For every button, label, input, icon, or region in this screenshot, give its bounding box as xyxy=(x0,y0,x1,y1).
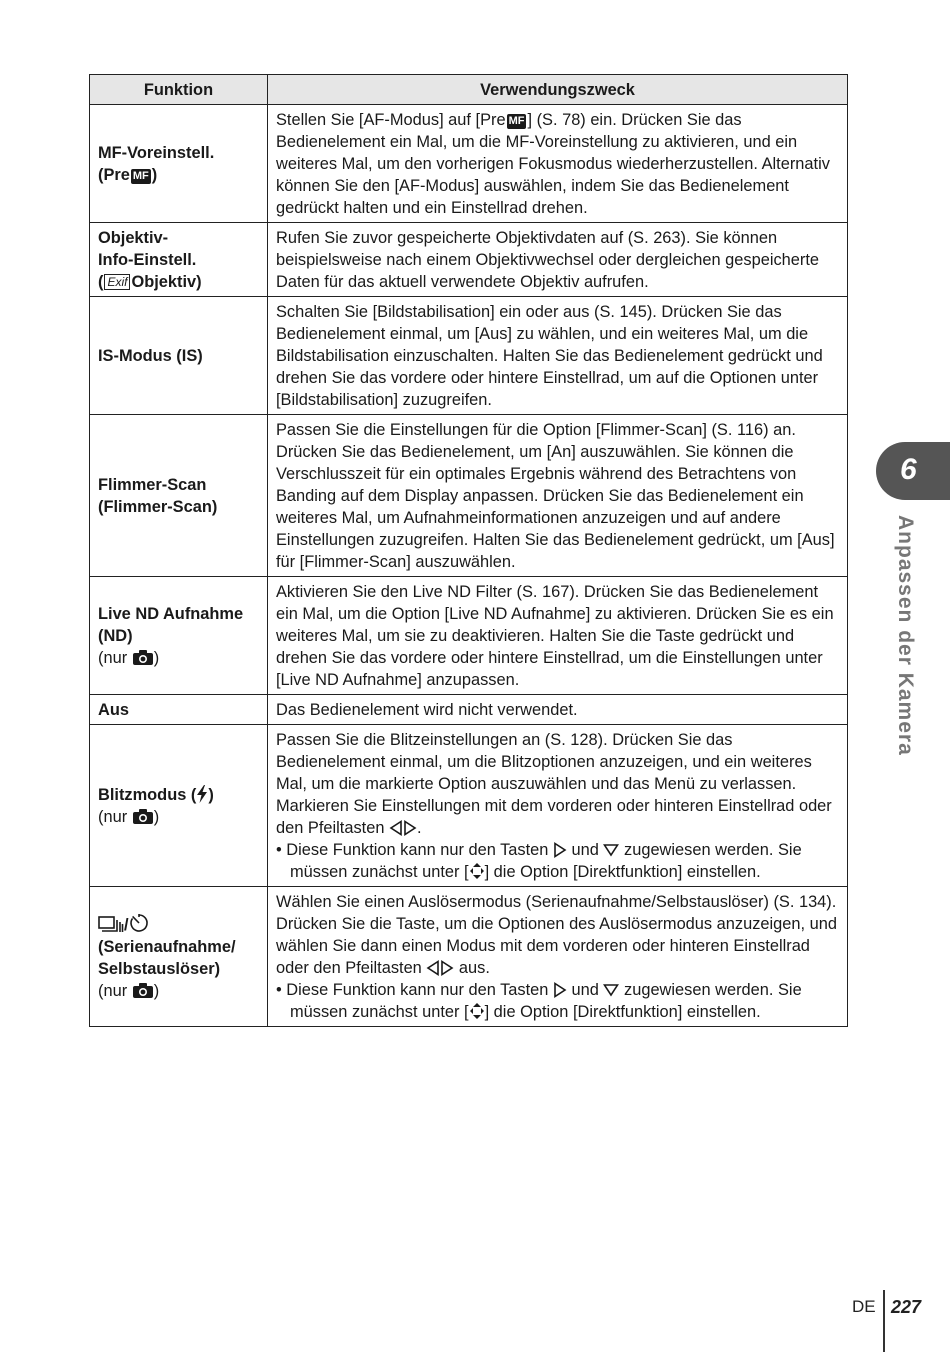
function-name: Blitzmodus ( ) xyxy=(98,786,214,804)
table-row xyxy=(90,297,848,415)
description-cell xyxy=(268,725,848,887)
description-text: Rufen Sie zuvor gespeicherte Objektivdaten auf (S. 263). Sie können beispielsweise nach einem Objektivwechsel oder dergleichen gespeicherte Daten für das aktuell verwendete Objektiv aufrufen. xyxy=(276,229,820,291)
description-cell xyxy=(268,297,848,415)
description-cell xyxy=(268,695,848,725)
arrow-down-icon xyxy=(603,842,619,858)
function-name-line2: Info-Einstell. xyxy=(98,251,197,269)
footer-divider xyxy=(883,1290,885,1352)
direct-function-icon xyxy=(469,1002,485,1020)
description-cell xyxy=(268,577,848,695)
description-text: Stellen Sie [AF-Modus] auf [Pre MF ] (S. 78) ein. Drücken Sie das Bedienelement ein Mal, um die MF-Voreinstellung zu aktivieren, und ein weiteres Mal, um den vorherigen Fokusmodus wiederherzustellen. Alternativ können Sie den [AF-Modus] auswählen, indem Sie das Bedienelement gedrückt halten und ein Einstellrad drehen. xyxy=(276,111,830,217)
footer-language: DE xyxy=(852,1297,876,1316)
function-cell xyxy=(90,577,268,695)
function-name-abbr: (Pre MF ) xyxy=(98,166,158,184)
description-cell xyxy=(268,415,848,577)
function-name: Aus xyxy=(98,701,129,719)
description-cell xyxy=(268,223,848,297)
function-name-line2: (Serienaufnahme/ xyxy=(98,937,236,956)
direct-function-icon xyxy=(469,862,485,880)
flash-icon xyxy=(196,785,208,803)
table-row xyxy=(90,105,848,223)
camera-icon xyxy=(132,649,154,666)
function-cell xyxy=(90,725,268,887)
table-row xyxy=(90,577,848,695)
description-text: Passen Sie die Blitzeinstellungen an (S. 128). Drücken Sie das Bedienelement einmal, um die Blitzoptionen anzuzeigen, und ein weiteres Mal, um die markierte Option auszuwählen und das Menü zu verlassen. Markieren Sie Einstellungen mit dem vorderen oder hinteren Einstellrad oder den Pfeiltasten . xyxy=(276,731,832,837)
function-name: Objektiv- xyxy=(98,229,169,247)
sequential-shooting-icon xyxy=(98,915,124,933)
arrow-right-icon xyxy=(553,842,567,858)
function-name: / xyxy=(98,913,263,936)
table-header-row xyxy=(90,75,848,105)
function-table xyxy=(89,74,848,1027)
mf-badge-icon: MF xyxy=(508,115,525,127)
chapter-number: 6 xyxy=(900,453,917,486)
arrow-left-icon xyxy=(426,960,440,976)
chapter-tab xyxy=(876,442,950,500)
description-text: Passen Sie die Einstellungen für die Option [Flimmer-Scan] (S. 116) an. Drücken Sie das Bedienelement, um [An] auszuwählen. Sie können die Verschlusszeit für ein optimales Ergebnis während des Betrachtens von Banding auf dem Display anpassen. Drücken Sie das Bedienelement ein weiteres Mal, um Aufnahmeinformationen anzuzeigen und auf andere Einstellungen zuzugreifen. Halten Sie das Bedienelement gedrückt, um [Aus] für [Flimmer-Scan] auszuwählen. xyxy=(276,421,835,571)
function-cell xyxy=(90,887,268,1027)
function-note: (nur ) xyxy=(98,981,160,1000)
table-row xyxy=(90,725,848,887)
self-timer-icon xyxy=(129,913,149,933)
function-cell xyxy=(90,105,268,223)
description-cell xyxy=(268,887,848,1027)
description-text: Wählen Sie einen Auslösermodus (Serienaufnahme/Selbstauslöser) (S. 134). Drücken Sie die Taste, um die Optionen des Auslösermodus anzuzeigen, und wählen Sie dann einen Modus mit dem vorderen oder hinteren Einstellrad oder den Pfeiltasten aus. xyxy=(276,893,837,977)
camera-icon xyxy=(132,982,154,999)
page-number: 227 xyxy=(891,1297,922,1317)
arrow-down-icon xyxy=(603,982,619,998)
bullet-note: • Diese Funktion kann nur den Tasten und zugewiesen werden. Sie müssen zunächst unter [ ] die Option [Direktfunktion] einstellen. xyxy=(276,981,802,1021)
description-cell xyxy=(268,105,848,223)
function-cell xyxy=(90,415,268,577)
chapter-title: Anpassen der Kamera xyxy=(894,515,917,756)
function-name-line3: Selbstauslöser) xyxy=(98,959,221,978)
function-cell xyxy=(90,297,268,415)
function-name-line2: (ND) xyxy=(98,627,133,645)
function-note: (nur ) xyxy=(98,649,160,667)
header-purpose: Verwendungszweck xyxy=(268,75,848,105)
mf-badge-icon: MF xyxy=(132,170,149,182)
function-name: Live ND Aufnahme xyxy=(98,605,244,623)
description-text: Schalten Sie [Bildstabilisation] ein oder aus (S. 145). Drücken Sie das Bedienelement einmal, um [Aus] zu wählen, und ein weiteres Mal, um die Bildstabilisation einzuschalten. Halten Sie das Bedienelement gedrückt und drehen Sie das vordere oder hintere Einstellrad, um auf die Optionen unter [Bildstabilisation] zuzugreifen. xyxy=(276,303,823,409)
arrow-right-icon xyxy=(403,820,417,836)
function-name: Flimmer-Scan xyxy=(98,476,207,494)
function-name: MF-Voreinstell. xyxy=(98,144,215,162)
table-row xyxy=(90,415,848,577)
exif-icon: Exif xyxy=(104,274,130,290)
arrow-right-icon xyxy=(553,982,567,998)
camera-icon xyxy=(132,808,154,825)
function-name: IS-Modus (IS) xyxy=(98,347,203,365)
description-text: Das Bedienelement wird nicht verwendet. xyxy=(276,701,578,719)
function-cell xyxy=(90,695,268,725)
header-function: Funktion xyxy=(90,75,268,105)
bullet-note: • Diese Funktion kann nur den Tasten und zugewiesen werden. Sie müssen zunächst unter [ ] die Option [Direktfunktion] einstellen. xyxy=(276,841,802,881)
description-text: Aktivieren Sie den Live ND Filter (S. 167). Drücken Sie das Bedienelement ein Mal, um die Option [Live ND Aufnahme] zu aktivieren. Drücken Sie es ein weiteres Mal, um sie zu deaktivieren. Halten Sie die Taste gedrückt und drehen Sie das vordere oder hintere Einstellrad, um die Einstellungen unter [Live ND Aufnahme] anzupassen. xyxy=(276,583,834,689)
arrow-right-icon xyxy=(440,960,454,976)
arrow-left-icon xyxy=(389,820,403,836)
table-row xyxy=(90,223,848,297)
function-cell xyxy=(90,223,268,297)
function-note: (nur ) xyxy=(98,808,160,826)
table-row xyxy=(90,695,848,725)
function-name-abbr: ( Exif Objektiv) xyxy=(98,273,202,291)
table-row xyxy=(90,887,848,1027)
function-name-line2: (Flimmer-Scan) xyxy=(98,498,218,516)
